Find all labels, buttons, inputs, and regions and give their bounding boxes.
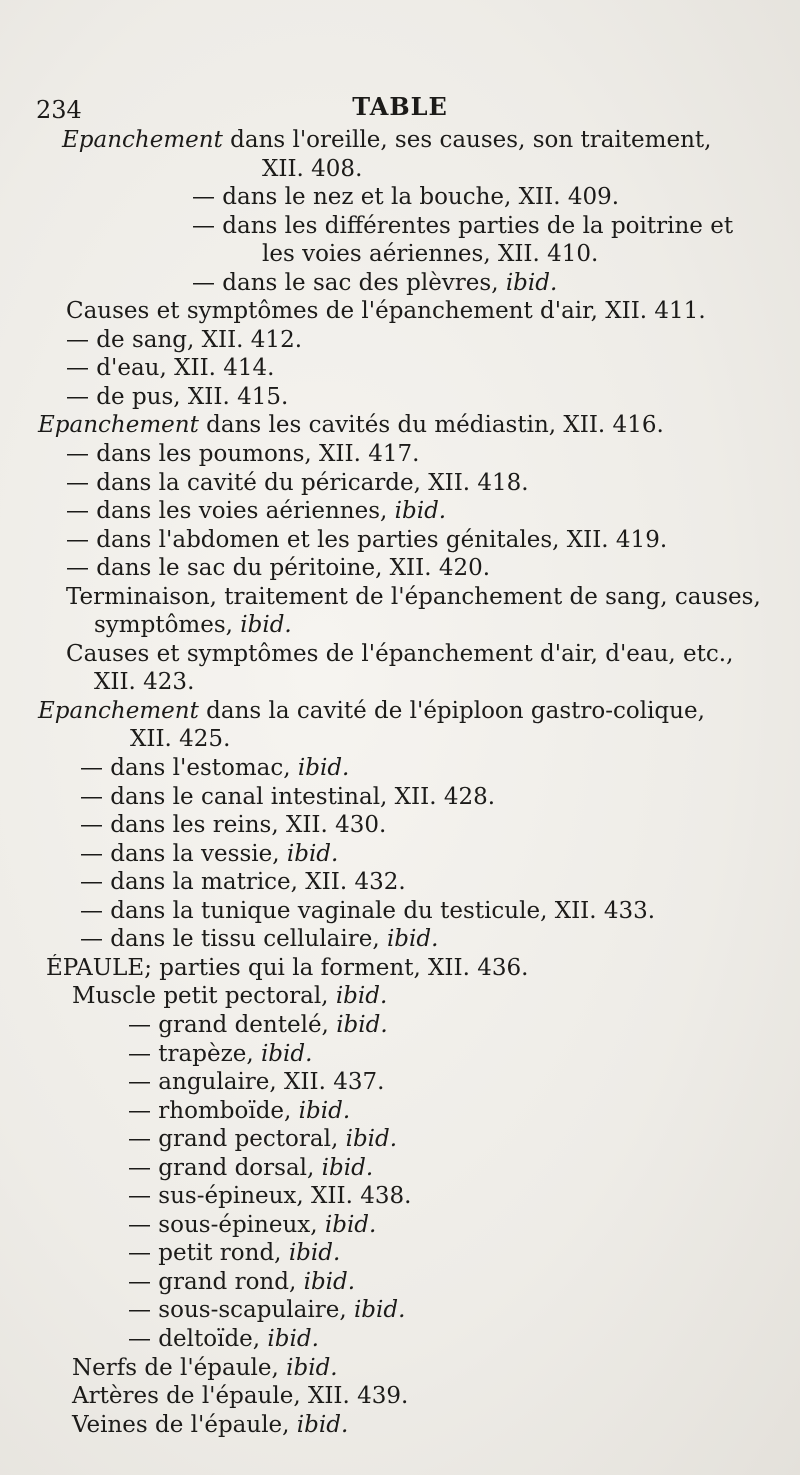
index-line [0,925,800,954]
entry-text: — dans la tunique vaginale du testicule, XII. 433. [80,897,656,924]
index-line [0,497,800,526]
index-line [0,1154,800,1183]
index-line [0,668,800,697]
entry-text: — de pus, XII. 415. [66,383,289,410]
entry-text: — angulaire, XII. 437. [128,1069,385,1096]
entry-reference: ibid. [240,612,292,639]
index-line [0,1382,800,1411]
index-line [0,868,800,897]
index-line [0,1125,800,1154]
entry-text: — deltoïde, [128,1325,268,1352]
index-line [0,640,800,669]
entry-reference: ibid. [267,1325,319,1352]
index-line [0,1040,800,1069]
entry-text: — dans la vessie, [80,840,287,867]
index-line [0,811,800,840]
entry-text: — grand pectoral, [128,1126,346,1153]
entry-reference: ibid. [353,1297,406,1324]
entry-text: — dans la cavité du péricarde, XII. 418. [66,469,529,496]
index-line [0,126,800,155]
index-line [0,754,800,783]
entry-text: — grand rond, [128,1268,304,1295]
index-line [0,982,800,1011]
index-line [0,183,800,212]
entry-reference: ibid. [394,498,447,525]
index-line [0,240,800,269]
entry-text: dans l'oreille, ses causes, son traitement, [222,127,712,153]
entry-text: — dans le sac des plèvres, [192,269,506,296]
entry-text: — petit rond, [128,1240,289,1267]
entry-reference: ibid. [505,269,558,296]
index-line [0,326,800,355]
index-line [0,1011,800,1040]
entry-text: — dans la matrice, XII. 432. [80,869,406,896]
entry-text: Causes et symptômes de l'épanchement d'air, d'eau, etc., [66,640,734,667]
entry-text: — sous-épineux, [128,1211,325,1238]
entry-text: — dans les voies aériennes, [66,498,395,525]
entry-reference: ibid. [336,1011,388,1038]
entry-text: dans les cavités du médiastin, XII. 416. [198,412,664,439]
index-line [0,411,800,440]
entry-text: les voies aériennes, XII. 410. [262,241,599,268]
entry-text: — grand dentelé, [128,1011,337,1038]
entry-text: — dans les différentes parties de la poitrine et [192,212,734,239]
entry-headword: Epanchement [38,412,199,439]
index-line [0,1239,800,1268]
entry-text: Veines de l'épaule, [72,1411,297,1438]
index-line [0,1068,800,1097]
entry-text: — trapèze, [128,1040,261,1067]
index-line [0,611,800,640]
index-line [0,783,800,812]
index-line [0,297,800,326]
entry-text: — sus-épineux, XII. 438. [128,1183,412,1210]
entry-text: — dans les poumons, XII. 417. [66,441,420,468]
index-line [0,383,800,412]
entry-reference: ibid. [345,1126,398,1153]
index-line [0,954,800,983]
index-line [0,1325,800,1354]
entry-text: — dans le sac du péritoine, XII. 420. [66,555,491,582]
entry-text: dans la cavité de l'épiploon gastro-colique, [198,697,705,724]
index-line [0,469,800,498]
entry-reference: ibid. [297,755,350,782]
index-line [0,840,800,869]
index-line [0,583,800,612]
index-line [0,725,800,754]
index-line [0,526,800,555]
index-line [0,1354,800,1383]
entry-reference: ibid. [335,983,388,1010]
entry-text: Terminaison, traitement de l'épanchement de sang, causes, [66,583,761,610]
entry-text: Muscle petit pectoral, [72,983,336,1010]
entry-text: symptômes, [94,612,241,639]
index-line [0,269,800,298]
index-line [0,354,800,383]
entry-reference: ibid. [288,1240,341,1267]
index-line [0,554,800,583]
entry-text: — rhomboïde, [128,1097,299,1124]
entry-reference: ibid. [296,1411,349,1438]
entry-text: — dans les reins, XII. 430. [80,812,387,839]
index-line [0,440,800,469]
entry-headword: Epanchement [38,697,199,724]
entry-text: — dans le canal intestinal, XII. 428. [80,783,496,810]
entry-reference: ibid. [324,1211,377,1238]
index-line [0,697,800,726]
entry-reference: ibid. [321,1154,374,1181]
page-number: 234 [36,96,82,124]
entry-text: XII. 408. [262,155,363,182]
entry-text: — d'eau, XII. 414. [66,355,275,382]
index-line [0,897,800,926]
entry-reference: ibid. [298,1097,351,1124]
entry-text: — dans l'abdomen et les parties génitales, XII. 419. [66,526,668,553]
entry-text: XII. 423. [94,669,195,696]
index-line [0,1411,800,1440]
entry-reference: ibid. [286,1354,338,1381]
index-line [0,1211,800,1240]
index-line [0,155,800,184]
entry-text: Artères de l'épaule, XII. 439. [72,1383,409,1410]
index-line [0,1182,800,1211]
entry-headword: Epanchement [62,127,223,153]
index-entries [0,126,800,1439]
entry-text: — grand dorsal, [128,1154,322,1181]
index-line [0,1268,800,1297]
entry-text: — dans le tissu cellulaire, [80,926,387,953]
entry-reference: ibid. [303,1268,356,1295]
entry-text: ÉPAULE; parties qui la forment, XII. 436. [46,954,529,981]
entry-reference: ibid. [260,1040,313,1067]
entry-text: Nerfs de l'épaule, [72,1354,287,1381]
entry-text: — dans l'estomac, [80,755,298,782]
entry-reference: ibid. [386,926,439,953]
entry-text: — de sang, XII. 412. [66,326,303,353]
index-line [0,1296,800,1325]
index-line [0,212,800,241]
entry-reference: ibid. [286,840,339,867]
running-title: TABLE [352,92,448,121]
index-line [0,1097,800,1126]
entry-text: XII. 425. [130,726,231,753]
entry-text: — dans le nez et la bouche, XII. 409. [192,184,620,211]
entry-text: — sous-scapulaire, [128,1297,354,1324]
entry-text: Causes et symptômes de l'épanchement d'air, XII. 411. [66,298,706,325]
